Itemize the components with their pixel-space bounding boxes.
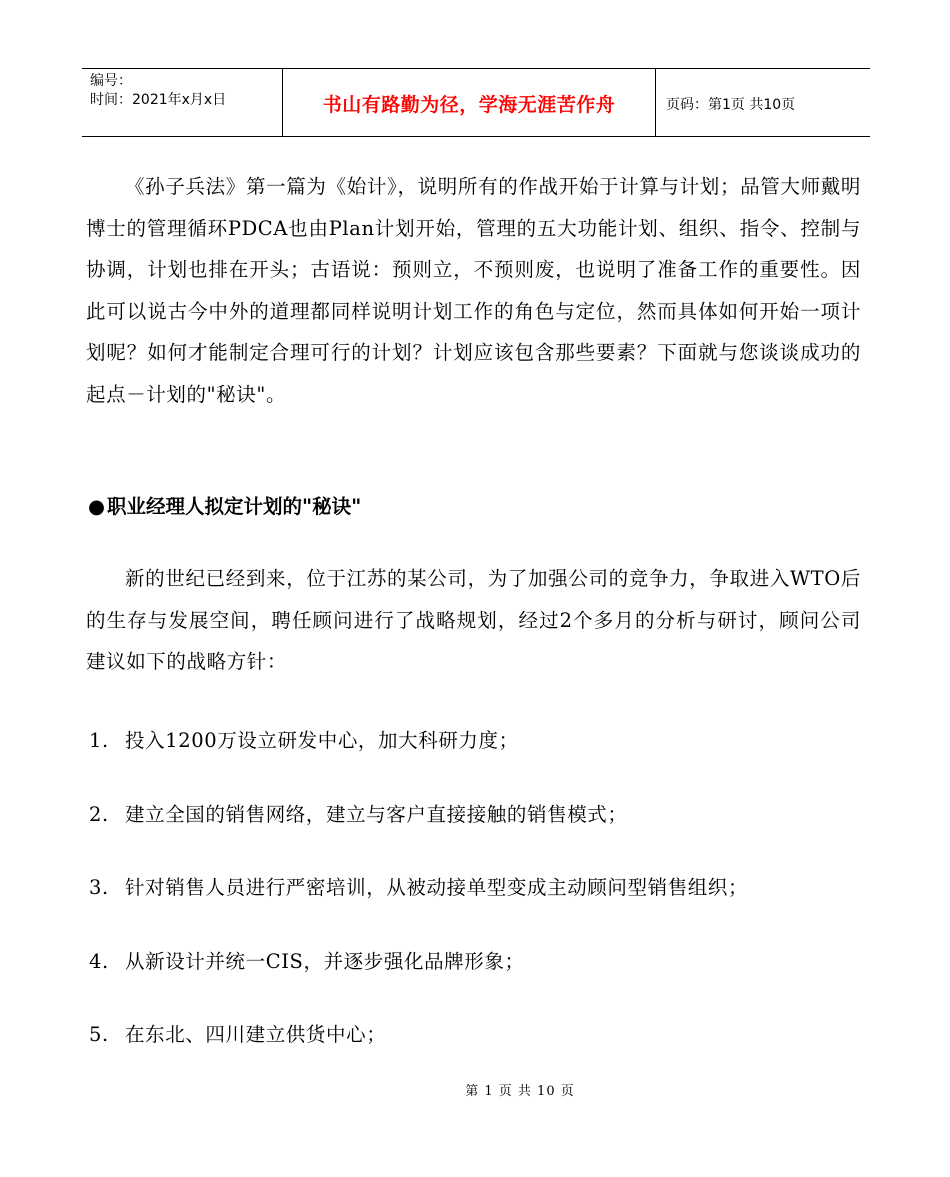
strategy-list <box>89 720 864 1088</box>
list-item <box>89 867 864 941</box>
page-footer: 第 1 页 共 10 页 <box>465 1084 575 1099</box>
list-item-text: 从新设计并统一CIS，并逐步强化品牌形象； <box>125 949 525 973</box>
section-heading-text: 职业经理人拟定计划的"秘诀" <box>107 495 362 518</box>
list-item-text: 建立全国的销售网络，建立与客户直接接触的销售模式； <box>125 802 628 826</box>
list-item-number: 1. <box>89 729 109 752</box>
section-heading <box>88 491 361 519</box>
list-item-text: 投入1200万设立研发中心，加大科研力度； <box>125 729 519 752</box>
list-item-text: 针对销售人员进行严密培训，从被动接单型变成主动顾问型销售组织； <box>125 876 749 899</box>
list-item-number: 5. <box>89 1023 109 1046</box>
intro-section <box>86 166 861 415</box>
list-item-number: 3. <box>89 876 109 899</box>
list-item <box>89 1014 864 1088</box>
intro-paragraph: 《孙子兵法》第一篇为《始计》，说明所有的作战开始于计算与计划；品管大师戴明博士的管理循环PDCA也由Plan计划开始，管理的五大功能计划、组织、指令、控制与协调，计划也排在开头；古语说：预则立，不预则废，也说明了准备工作的重要性。因此可以说古今中外的道理都同样说明计划工作的角色与定位，然而具体如何开始一项计划呢？如何才能制定合理可行的计划？计划应该包含那些要素？下面就与您谈谈成功的起点－计划的"秘诀"。 <box>86 175 861 406</box>
list-item <box>89 720 864 794</box>
bullet-icon: ● <box>88 495 106 518</box>
list-item-text: 在东北、四川建立供货中心； <box>125 1023 387 1046</box>
list-item <box>89 941 864 1015</box>
list-item <box>89 794 864 868</box>
case-paragraph: 新的世纪已经到来，位于江苏的某公司，为了加强公司的竞争力，争取进入WTO后的生存与发展空间，聘任顾问进行了战略规划，经过2个多月的分析与研讨，顾问公司建议如下的战略方针： <box>86 567 861 673</box>
list-item-number: 2. <box>89 802 109 826</box>
header-motto: 书山有路勤为径，学海无涯苦作舟 <box>283 69 656 136</box>
header-page-info: 页码：第1页 共10页 <box>666 96 796 113</box>
list-item-number: 4. <box>89 949 109 973</box>
document-number-label: 编号： <box>90 73 132 89</box>
page-header <box>82 68 870 137</box>
case-section <box>86 558 861 683</box>
document-date: 时间：2021年x月x日 <box>90 92 227 108</box>
header-meta <box>82 69 283 136</box>
